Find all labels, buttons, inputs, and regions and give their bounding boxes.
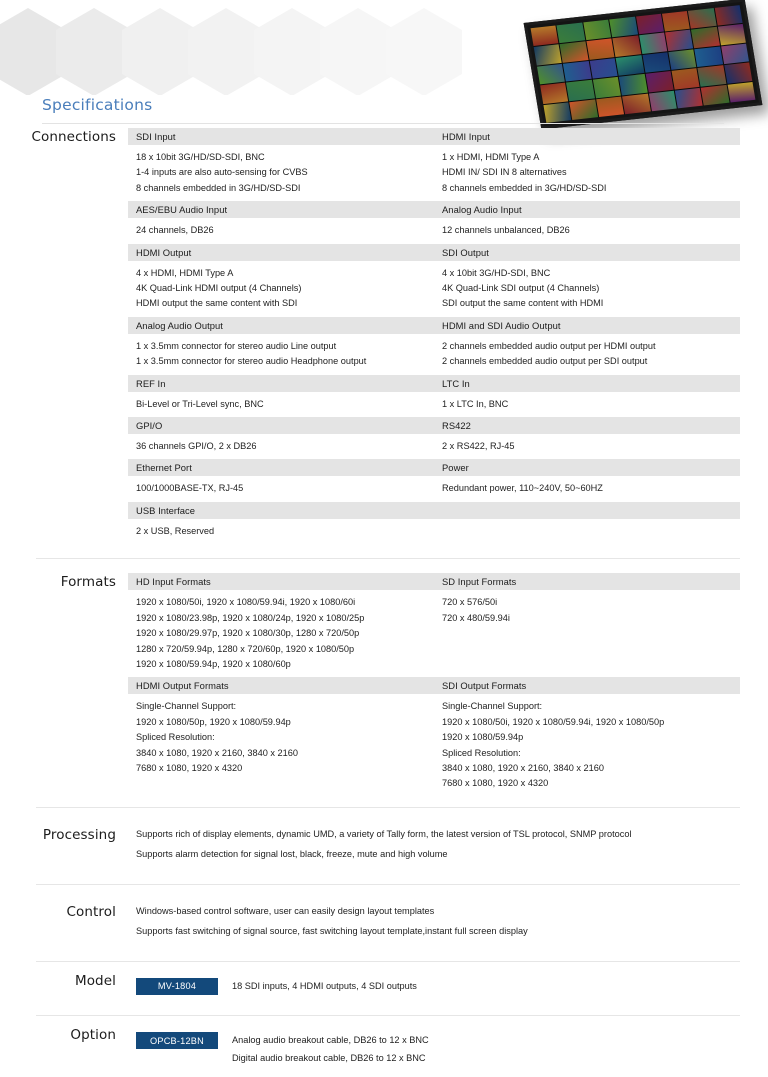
spec-line: Analog audio breakout cable, DB26 to 12 x BNC	[232, 1035, 429, 1046]
multiviewer-tile	[622, 93, 650, 114]
multiviewer-tile	[566, 80, 594, 101]
spec-line: 2 channels embedded audio output per HDMI output	[442, 340, 656, 351]
section-body	[128, 573, 768, 796]
section-divider	[36, 1015, 740, 1016]
multiviewer-tile	[724, 63, 752, 84]
column-header: HDMI Input	[442, 131, 490, 142]
spec-line: 1920 x 1080/29.97p, 1920 x 1080/30p, 1280 x 720/50p	[136, 628, 360, 639]
model-description	[218, 978, 417, 996]
section-connections	[0, 128, 768, 544]
column-header: SDI Input	[136, 131, 176, 142]
column-header: HDMI and SDI Audio Output	[442, 319, 561, 331]
table-cell	[128, 261, 434, 317]
column-header: REF In	[136, 377, 166, 389]
spec-line: 12 channels unbalanced, DB26	[442, 225, 570, 236]
column-header: GPI/O	[136, 420, 163, 432]
multiviewer-tile	[609, 17, 637, 38]
column-header: Power	[442, 462, 469, 474]
spec-line: 720 x 576/50i	[442, 597, 498, 608]
specifications-sheet	[0, 128, 768, 1077]
model-row	[128, 1032, 740, 1067]
multiviewer-tile	[662, 11, 690, 32]
section-body	[128, 818, 768, 874]
column-header: HDMI Output Formats	[136, 680, 229, 692]
table-row	[128, 519, 740, 544]
spec-line: 24 channels, DB26	[136, 225, 214, 236]
section-body	[128, 1026, 768, 1077]
table-cell	[128, 392, 434, 417]
table-row-header	[128, 128, 740, 145]
spec-line: SDI output the same content with HDMI	[442, 298, 604, 309]
table-row-header	[128, 375, 740, 392]
spec-line: 4K Quad-Link SDI output (4 Channels)	[442, 283, 600, 294]
table-row-header	[128, 573, 740, 590]
multiviewer-tile	[583, 20, 611, 41]
section-label: Processing	[42, 826, 116, 843]
table-cell	[434, 519, 740, 529]
section-processing	[0, 818, 768, 874]
table-row-header	[128, 201, 740, 218]
multiviewer-tile	[665, 30, 693, 51]
spec-line: 4 x HDMI, HDMI Type A	[136, 267, 234, 278]
column-header: SD Input Formats	[442, 576, 517, 588]
table-cell	[434, 434, 740, 459]
table-row-header	[128, 677, 740, 694]
multiviewer-tile	[560, 42, 588, 63]
model-block	[128, 1026, 740, 1077]
column-header: RS422	[442, 420, 471, 432]
hexagon-watermark	[188, 8, 264, 95]
model-badge[interactable]: MV-1804	[136, 978, 218, 995]
table-row	[128, 590, 740, 677]
table-cell	[128, 590, 434, 677]
spec-line: HDMI output the same content with SDI	[136, 298, 298, 309]
table-row	[128, 392, 740, 417]
multiviewer-tile	[570, 99, 598, 120]
spec-line: 1920 x 1080/59.94p, 1920 x 1080/60p	[136, 658, 291, 669]
multiviewer-tile	[593, 77, 621, 98]
spec-line: 4K Quad-Link HDMI output (4 Channels)	[136, 283, 302, 294]
table-cell	[128, 145, 434, 201]
column-header: Analog Audio Output	[136, 319, 223, 331]
column-header: SDI Output	[442, 246, 489, 258]
spec-line: HDMI IN/ SDI IN 8 alternatives	[442, 167, 567, 178]
multiviewer-tile	[642, 52, 670, 73]
multiviewer-tile	[727, 82, 755, 103]
spec-line: 1920 x 1080/59.94p	[442, 732, 524, 743]
spec-line: 1920 x 1080/23.98p, 1920 x 1080/24p, 1920 x 1080/25p	[136, 612, 365, 623]
multiviewer-tile	[691, 27, 719, 48]
model-badge[interactable]: OPCB-12BN	[136, 1032, 218, 1049]
spec-line: 1 x LTC In, BNC	[442, 398, 509, 409]
section-formats	[0, 573, 768, 796]
spec-line: Windows-based control software, user can easily design layout templates	[136, 905, 435, 916]
table-row	[128, 694, 740, 796]
table-cell	[434, 334, 740, 375]
table-cell	[128, 476, 434, 501]
section-label: Formats	[60, 574, 116, 591]
section-divider	[36, 884, 740, 885]
spec-line: 7680 x 1080, 1920 x 4320	[442, 778, 549, 789]
spec-line: 1 x 3.5mm connector for stereo audio Line output	[136, 340, 337, 351]
column-header: HD Input Formats	[136, 576, 211, 588]
section-label: Connections	[31, 129, 116, 145]
multiviewer-tile	[671, 68, 699, 89]
table-cell	[128, 334, 434, 375]
multiviewer-tile	[721, 43, 749, 64]
section-control	[0, 895, 768, 951]
table-cell	[434, 694, 740, 796]
multiviewer-tile	[563, 61, 591, 82]
table-cell	[128, 434, 434, 459]
multiviewer-tile	[714, 5, 742, 26]
column-header: Ethernet Port	[136, 462, 192, 474]
section-body	[128, 128, 768, 544]
table-row	[128, 261, 740, 317]
multiviewer-tile	[698, 65, 726, 86]
multiviewer-tile	[619, 74, 647, 95]
table-cell	[434, 218, 740, 243]
table-cell	[128, 218, 434, 243]
table-cell	[128, 694, 434, 781]
table-row-header	[128, 417, 740, 434]
table-cell	[128, 519, 434, 544]
table-cell	[434, 261, 740, 317]
hexagon-watermark	[122, 8, 198, 95]
multiviewer-tile	[557, 23, 585, 44]
hexagon-watermark	[320, 8, 396, 95]
section-label: Model	[74, 972, 116, 989]
multiviewer-tile	[537, 64, 565, 85]
spec-line: 2 channels embedded audio output per SDI output	[442, 356, 648, 367]
spec-line: 720 x 480/59.94i	[442, 612, 510, 623]
multiviewer-tile	[694, 46, 722, 67]
section-divider	[36, 558, 740, 559]
spec-line: Supports fast switching of signal source, fast switching layout template,instant full screen display	[136, 925, 528, 936]
paragraph-block	[128, 818, 740, 874]
table-row	[128, 476, 740, 501]
spec-line: Supports rich of display elements, dynamic UMD, a variety of Tally form, the latest version of TSL protocol, SNMP protocol	[136, 828, 632, 839]
spec-line: 8 channels embedded in 3G/HD/SD-SDI	[442, 182, 607, 193]
multiviewer-tile	[589, 58, 617, 79]
model-row	[128, 978, 740, 996]
multiviewer-tile	[645, 71, 673, 92]
multiviewer-tile	[688, 8, 716, 29]
table-cell	[434, 590, 740, 631]
hexagon-watermark	[386, 8, 462, 95]
multiviewer-tile	[534, 45, 562, 66]
spec-line: 36 channels GPI/O, 2 x DB26	[136, 441, 257, 452]
section-model	[0, 972, 768, 1006]
column-header: HDMI Output	[136, 246, 192, 258]
multiviewer-tile	[675, 87, 703, 108]
section-body	[128, 972, 768, 1006]
section-label: Option	[70, 1027, 116, 1044]
hexagon-watermark	[56, 8, 132, 95]
multiviewer-tile	[648, 90, 676, 111]
multiviewer-tile	[668, 49, 696, 70]
model-description	[218, 1032, 429, 1067]
spec-line: 3840 x 1080, 1920 x 2160, 3840 x 2160	[442, 762, 604, 773]
spec-line: 4 x 10bit 3G/HD-SDI, BNC	[442, 267, 551, 278]
model-block	[128, 972, 740, 1006]
spec-line: Digital audio breakout cable, DB26 to 12 x BNC	[232, 1052, 426, 1063]
multiviewer-tile	[616, 55, 644, 76]
spec-line: 1920 x 1080/50i, 1920 x 1080/59.94i, 1920 x 1080/60i	[136, 597, 356, 608]
column-header: AES/EBU Audio Input	[136, 204, 228, 216]
spec-line: Supports alarm detection for signal lost, black, freeze, mute and high volume	[136, 848, 448, 859]
spec-line: 1920 x 1080/50i, 1920 x 1080/59.94i, 1920 x 1080/50p	[442, 716, 665, 727]
spec-line: 8 channels embedded in 3G/HD/SD-SDI	[136, 182, 301, 193]
column-header: LTC In	[442, 377, 470, 389]
spec-line: 100/1000BASE-TX, RJ-45	[136, 483, 244, 494]
spec-line: Spliced Resolution:	[136, 732, 215, 743]
section-divider	[36, 807, 740, 808]
table-cell	[434, 145, 740, 201]
multiviewer-tile	[613, 36, 641, 57]
product-image	[524, 4, 764, 136]
table-row-header	[128, 459, 740, 476]
paragraph-block	[128, 895, 740, 951]
video-wall-multiviewer-display	[524, 0, 763, 129]
section-label: Control	[66, 903, 116, 920]
section-body	[128, 895, 768, 951]
multiviewer-tile	[543, 102, 571, 123]
spec-line: Single-Channel Support:	[136, 701, 237, 712]
table-row	[128, 334, 740, 375]
column-header: SDI Output Formats	[442, 680, 527, 692]
title-divider	[42, 123, 724, 124]
table-cell	[434, 476, 740, 501]
table-cell	[434, 392, 740, 417]
column-header: Analog Audio Input	[442, 204, 522, 216]
hexagon-watermark	[254, 8, 330, 95]
spec-line: 18 SDI inputs, 4 HDMI outputs, 4 SDI outputs	[232, 980, 417, 991]
spec-line: Spliced Resolution:	[442, 747, 521, 758]
multiviewer-tile	[636, 14, 664, 35]
multiviewer-tile	[701, 85, 729, 106]
page-title: Specifications	[42, 96, 153, 114]
table-row	[128, 434, 740, 459]
multiviewer-tile	[540, 83, 568, 104]
table-row	[128, 145, 740, 201]
spec-line: 3840 x 1080, 1920 x 2160, 3840 x 2160	[136, 747, 298, 758]
multiviewer-tile	[596, 96, 624, 117]
spec-line: Bi-Level or Tri-Level sync, BNC	[136, 398, 264, 409]
spec-line: Single-Channel Support:	[442, 701, 543, 712]
section-option	[0, 1026, 768, 1077]
table-row-header	[128, 502, 740, 519]
spec-line: 1280 x 720/59.94p, 1280 x 720/60p, 1920 x 1080/50p	[136, 643, 355, 654]
multiviewer-tile	[718, 24, 746, 45]
spec-line: 2 x USB, Reserved	[136, 525, 215, 536]
multiviewer-tile	[586, 39, 614, 60]
spec-line: 1 x HDMI, HDMI Type A	[442, 152, 540, 162]
table-row-header	[128, 244, 740, 261]
table-row	[128, 218, 740, 243]
multiviewer-tile	[639, 33, 667, 54]
spec-line: 1-4 inputs are also auto-sensing for CVBS	[136, 167, 308, 178]
table-row-header	[128, 317, 740, 334]
spec-line: 1920 x 1080/50p, 1920 x 1080/59.94p	[136, 716, 291, 727]
section-divider	[36, 961, 740, 962]
multiviewer-tile	[531, 25, 559, 46]
column-header: USB Interface	[136, 504, 196, 516]
spec-line: Redundant power, 110~240V, 50~60HZ	[442, 483, 603, 494]
spec-line: 1 x 3.5mm connector for stereo audio Headphone output	[136, 356, 367, 367]
spec-line: 18 x 10bit 3G/HD/SD-SDI, BNC	[136, 152, 265, 162]
spec-line: 7680 x 1080, 1920 x 4320	[136, 762, 243, 773]
multiviewer-grid	[531, 5, 756, 123]
spec-line: 2 x RS422, RJ-45	[442, 441, 515, 452]
